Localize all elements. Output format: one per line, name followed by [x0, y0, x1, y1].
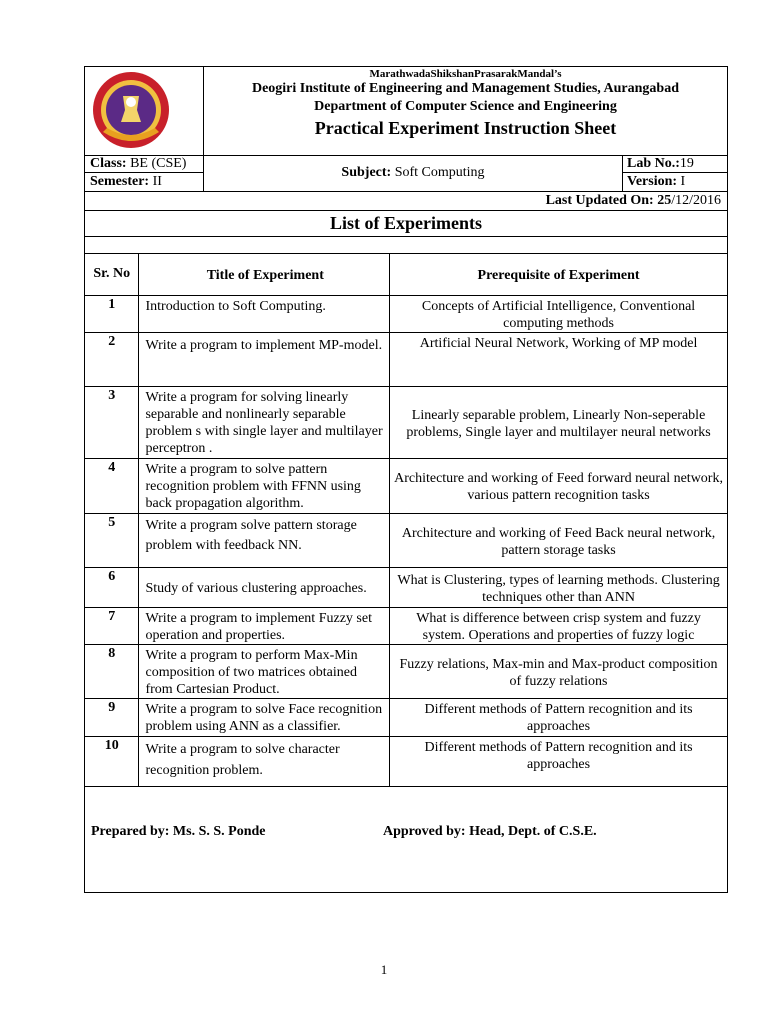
sr-no: 3 — [85, 387, 139, 459]
institute-name: Deogiri Institute of Engineering and Management Studies, Aurangabad — [251, 81, 680, 96]
list-title: List of Experiments — [85, 211, 727, 237]
experiment-prerequisite: What is Clustering, types of learning methods. Clustering techniques other than ANN — [390, 568, 727, 608]
table-header-row — [85, 253, 727, 296]
column-header-prerequisite: Prerequisite of Experiment — [390, 253, 727, 296]
sr-no: 1 — [85, 296, 139, 333]
experiment-title: Study of various clustering approaches. — [139, 568, 390, 608]
sheet-header — [85, 67, 727, 156]
experiment-title: Write a program for solving linearly separable and nonlinearly separable problem s with single layer and multilayer perceptron . — [139, 387, 390, 459]
org-name: MarathwadaShikshanPrasarakMandal’s — [369, 68, 562, 80]
instruction-sheet — [84, 66, 728, 893]
semester-field: Semester: II — [90, 174, 162, 189]
sr-no: 7 — [85, 608, 139, 645]
sr-no: 9 — [85, 699, 139, 737]
sr-no: 5 — [85, 514, 139, 568]
experiment-title: Write a program to solve character recognition problem. — [139, 737, 390, 787]
sheet-title: Practical Experiment Instruction Sheet — [314, 118, 617, 138]
class-field: Class: BE (CSE) — [85, 155, 203, 173]
experiment-prerequisite: What is difference between crisp system and fuzzy system. Operations and properties of fuzzy logic — [390, 608, 727, 645]
experiment-prerequisite: Architecture and working of Feed Back neural network, pattern storage tasks — [390, 514, 727, 568]
table-row — [85, 608, 727, 645]
table-row — [85, 296, 727, 333]
sr-no: 4 — [85, 459, 139, 514]
experiment-title: Write a program solve pattern storage problem with feedback NN. — [139, 514, 390, 568]
college-seal-logo — [91, 70, 171, 150]
lab-number-field: Lab No.:19 — [623, 155, 727, 173]
last-updated: Last Updated On: 25/12/2016 — [85, 191, 727, 211]
experiment-prerequisite: Architecture and working of Feed forward neural network, various pattern recognition tasks — [390, 459, 727, 514]
sr-no: 6 — [85, 568, 139, 608]
table-row — [85, 333, 727, 387]
table-row — [85, 459, 727, 514]
experiment-title: Write a program to perform Max-Min composition of two matrices obtained from Cartesian Product. — [139, 645, 390, 699]
experiment-prerequisite: Artificial Neural Network, Working of MP model — [390, 333, 727, 387]
table-row — [85, 737, 727, 787]
experiment-title: Write a program to implement MP-model. — [139, 333, 390, 387]
signature-footer — [85, 786, 727, 893]
sr-no: 8 — [85, 645, 139, 699]
subject-field: Subject: Soft Computing — [204, 155, 623, 191]
sr-no: 2 — [85, 333, 139, 387]
version-field: Version: I — [627, 174, 686, 189]
table-row — [85, 387, 727, 459]
logo-cell — [85, 67, 204, 155]
experiment-prerequisite: Concepts of Artificial Intelligence, Conventional computing methods — [390, 296, 727, 333]
experiment-prerequisite: Linearly separable problem, Linearly Non-seperable problems, Single layer and multilayer neural networks — [390, 387, 727, 459]
experiment-prerequisite: Fuzzy relations, Max-min and Max-product composition of fuzzy relations — [390, 645, 727, 699]
column-header-sr-no: Sr. No — [85, 253, 139, 296]
approved-by: Approved by: Head, Dept. of C.S.E. — [383, 824, 597, 839]
course-info — [85, 155, 727, 192]
experiment-title: Write a program to solve pattern recognition problem with FFNN using back propagation algorithm. — [139, 459, 390, 514]
department-name: Department of Computer Science and Engineering — [314, 99, 617, 114]
page-number: 1 — [380, 962, 388, 977]
experiment-title: Write a program to implement Fuzzy set operation and properties. — [139, 608, 390, 645]
experiment-prerequisite: Different methods of Pattern recognition and its approaches — [390, 737, 727, 787]
sr-no: 10 — [85, 737, 139, 787]
experiment-title: Write a program to solve Face recognition problem using ANN as a classifier. — [139, 699, 390, 737]
prepared-by: Prepared by: Ms. S. S. Ponde — [91, 824, 266, 839]
experiments-table — [85, 253, 727, 787]
experiment-title: Introduction to Soft Computing. — [139, 296, 390, 333]
table-row — [85, 699, 727, 737]
column-header-title: Title of Experiment — [139, 253, 390, 296]
table-row — [85, 568, 727, 608]
table-row — [85, 645, 727, 699]
spacer-row — [85, 236, 727, 254]
table-row — [85, 514, 727, 568]
experiment-prerequisite: Different methods of Pattern recognition and its approaches — [390, 699, 727, 737]
